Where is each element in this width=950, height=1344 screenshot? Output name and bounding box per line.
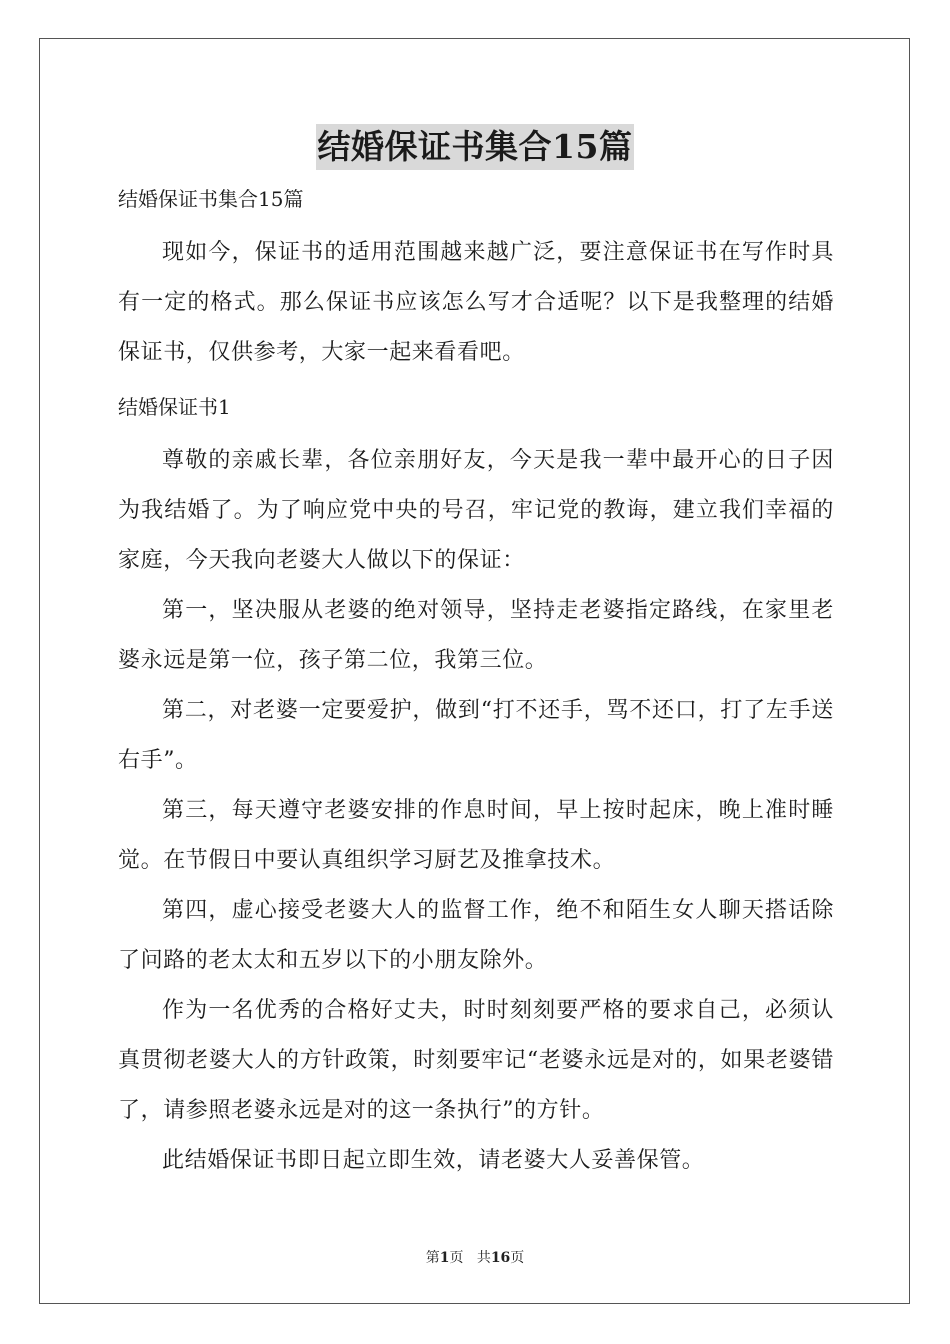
paragraph-4: 第三，每天遵守老婆安排的作息时间，早上按时起床，晚上准时睡觉。在节假日中要认真组织学习厨艺及推拿技术。 [118, 798, 834, 873]
paragraph-3: 第二，对老婆一定要爱护，做到“打不还手，骂不还口，打了左手送右手”。 [118, 698, 834, 773]
page-number: 1 [439, 1250, 450, 1266]
section-heading: 结婚保证书1 [118, 395, 231, 419]
total-pages: 16 [490, 1250, 511, 1266]
paragraph-1: 尊敬的亲戚长辈，各位亲朋好友，今天是我一辈中最开心的日子因为我结婚了。为了响应党中央的号召，牢记党的教诲，建立我们幸福的家庭，今天我向老婆大人做以下的保证： [118, 448, 834, 573]
paragraph-6: 作为一名优秀的合格好丈夫，时时刻刻要严格的要求自己，必须认真贯彻老婆大人的方针政策，时刻要牢记“老婆永远是对的，如果老婆错了，请参照老婆永远是对的这一条执行”的方针。 [118, 998, 834, 1123]
title-wrap [0, 124, 950, 170]
document-title: 结婚保证书集合15篇 [316, 124, 635, 170]
total-prefix: 共 [476, 1250, 491, 1266]
document-subtitle: 结婚保证书集合15篇 [118, 187, 304, 211]
paragraph-2: 第一，坚决服从老婆的绝对领导，坚持走老婆指定路线，在家里老婆永远是第一位，孩子第二位，我第三位。 [118, 598, 834, 673]
page-footer [0, 1247, 950, 1267]
document-body [118, 180, 834, 1186]
total-suffix: 页 [510, 1250, 525, 1266]
page-suffix: 页 [449, 1250, 464, 1266]
paragraph-5: 第四，虚心接受老婆大人的监督工作，绝不和陌生女人聊天搭话除了问路的老太太和五岁以下的小朋友除外。 [118, 898, 834, 973]
page-prefix: 第 [425, 1250, 440, 1266]
paragraph-7: 此结婚保证书即日起立即生效，请老婆大人妥善保管。 [162, 1148, 705, 1173]
intro-paragraph: 现如今，保证书的适用范围越来越广泛，要注意保证书在写作时具有一定的格式。那么保证书应该怎么写才合适呢？以下是我整理的结婚保证书，仅供参考，大家一起来看看吧。 [118, 240, 834, 365]
